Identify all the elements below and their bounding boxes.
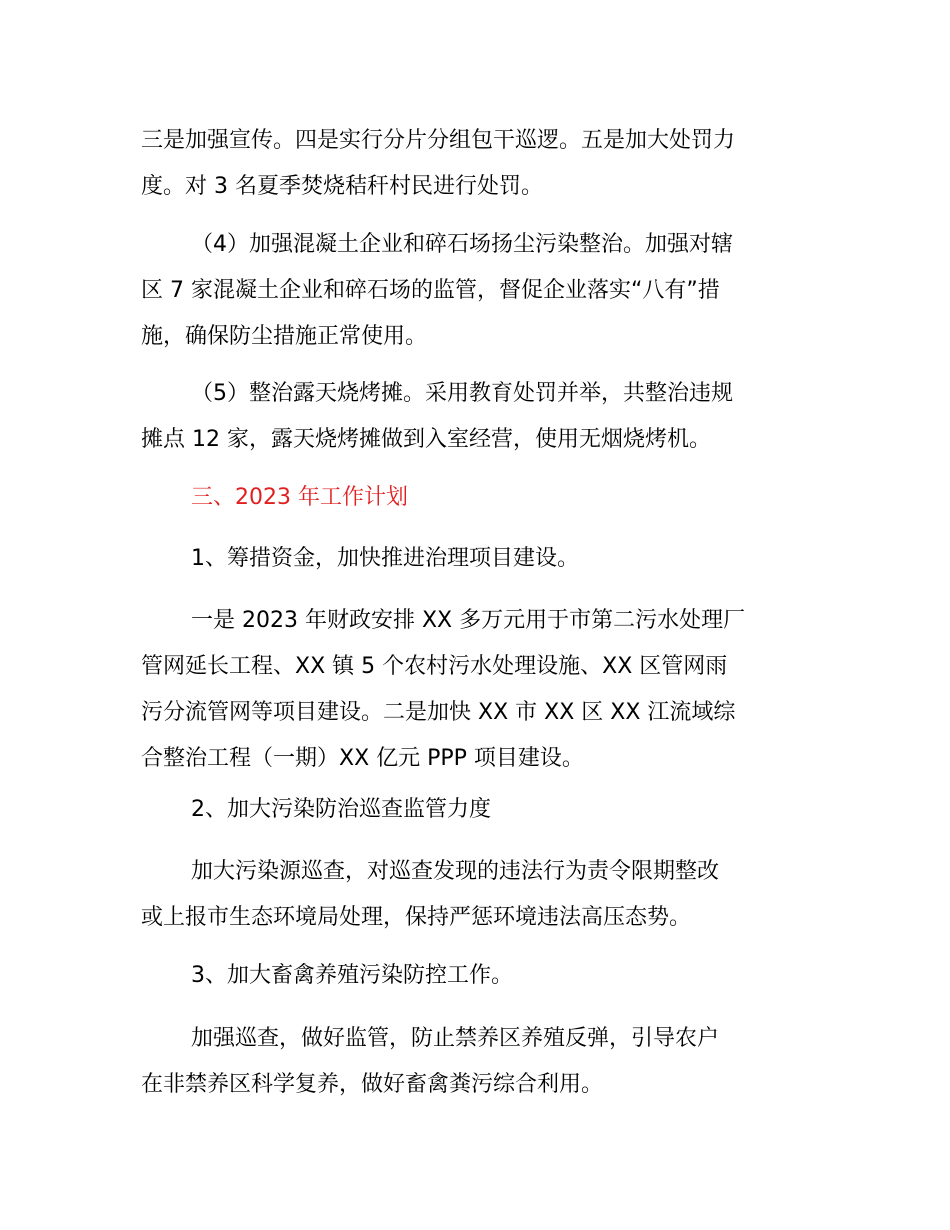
text-line: 污分流管网等项目建设。二是加快 XX 市 XX 区 XX 江流域综 (141, 700, 736, 725)
text-line: 3、加大畜禽养殖污染防控工作。 (191, 963, 513, 988)
text-line: （4）加强混凝土企业和碎石场扬尘污染整治。加强对辖 (191, 232, 733, 257)
paragraph-livestock-details (141, 1016, 821, 1108)
text-line: 施，确保防尘措施正常使用。 (141, 324, 428, 349)
subheading-inspection (141, 787, 821, 833)
paragraph-bbq-stalls (141, 371, 821, 463)
paragraph-dust-control (141, 222, 821, 360)
text-line: 一是 2023 年财政安排 XX 多万元用于市第二污水处理厂 (191, 608, 746, 633)
text-line: 度。对 3 名夏季焚烧秸秆村民进行处罚。 (141, 174, 543, 199)
paragraph-publicity-penalty (141, 118, 821, 210)
text-line: 摊点 12 家，露天烧烤摊做到入室经营，使用无烟烧烤机。 (141, 427, 711, 452)
section-heading-2023-plan (141, 475, 821, 521)
text-line: 2、加大污染防治巡查监管力度 (191, 797, 491, 822)
paragraph-funding-details (141, 598, 821, 782)
heading-text: 三、2023 年工作计划 (191, 485, 408, 510)
text-line: 在非禁养区科学复养，做好畜禽粪污综合利用。 (141, 1072, 604, 1097)
text-line: 区 7 家混凝土企业和碎石场的监管，督促企业落实“八有”措 (141, 278, 720, 303)
text-line: 三是加强宣传。四是实行分片分组包干巡逻。五是加大处罚力 (141, 128, 736, 153)
text-line: 1、筹措资金，加快推进治理项目建设。 (191, 546, 579, 571)
text-line: 管网延长工程、XX 镇 5 个农村污水处理设施、XX 区管网雨 (141, 654, 728, 679)
text-line: 或上报市生态环境局处理，保持严惩环境违法高压态势。 (141, 905, 692, 930)
text-line: 加大污染源巡查，对巡查发现的违法行为责令限期整改 (191, 859, 720, 884)
text-line: 加强巡查，做好监管，防止禁养区养殖反弹，引导农户 (191, 1026, 720, 1051)
text-line: （5）整治露天烧烤摊。采用教育处罚并举，共整治违规 (191, 381, 733, 406)
text-line: 合整治工程（一期）XX 亿元 PPP 项目建设。 (141, 746, 584, 771)
paragraph-inspection-details (141, 849, 821, 941)
subheading-funding (141, 536, 821, 582)
subheading-livestock (141, 953, 821, 999)
